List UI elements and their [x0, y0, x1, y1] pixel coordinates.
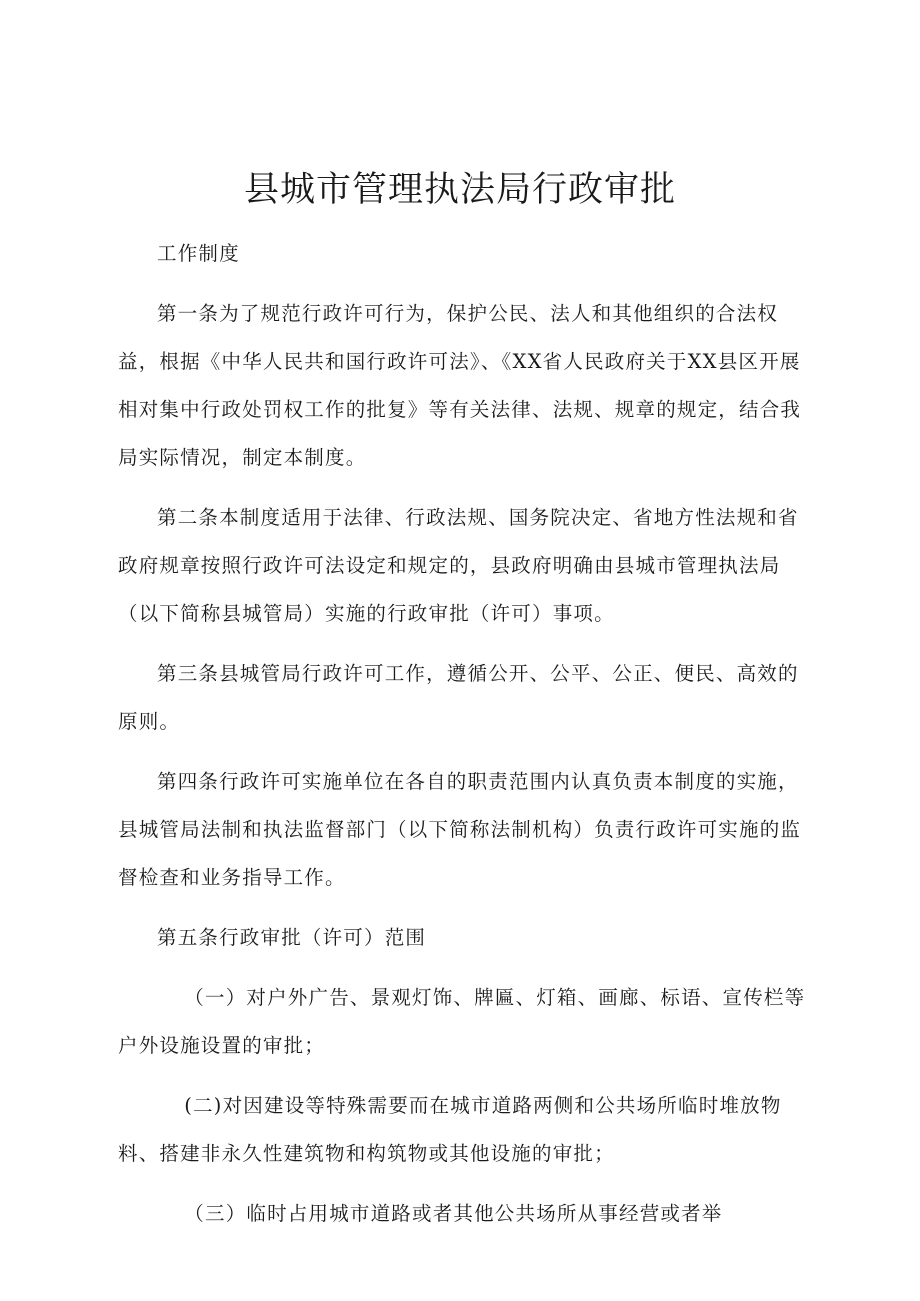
paragraph-item-1: （一）对户外广告、景观灯饰、牌匾、灯箱、画廊、标语、宣传栏等户外设施设置的审批； — [118, 986, 806, 1057]
paragraph-article-3: 第三条县城管局行政许可工作，遵循公开、公平、公正、便民、高效的原则。 — [118, 662, 799, 733]
paragraph-item-2: (二)对因建设等特殊需要而在城市道路两侧和公共场所临时堆放物料、搭建非永久性建筑物和构筑物或其他设施的审批； — [118, 1094, 782, 1165]
paragraph-article-1: 第一条为了规范行政许可行为，保护公民、法人和其他组织的合法权益，根据《中华人民共和国行政许可法》、《XX省人民政府关于XX县区开展相对集中行政处罚权工作的批复》等有关法律、法规、规章的规定，结合我局实际情况，制定本制度。 — [118, 302, 802, 469]
paragraph-article-4: 第四条行政许可实施单位在各自的职责范围内认真负责本制度的实施，县城管局法制和执法监督部门（以下简称法制机构）负责行政许可实施的监督检查和业务指导工作。 — [118, 770, 802, 889]
paragraph-article-5: 第五条行政审批（许可）范围 — [157, 926, 427, 949]
paragraph-item-3: （三）临时占用城市道路或者其他公共场所从事经营或者举 — [184, 1202, 723, 1225]
document-body — [118, 230, 818, 1250]
document-title: 县城市管理执法局行政审批 — [243, 170, 676, 210]
paragraph-subtitle: 工作制度 — [157, 242, 240, 265]
paragraph-article-2: 第二条本制度适用于法律、行政法规、国务院决定、省地方性法规和省政府规章按照行政许可法设定和规定的，县政府明确由县城市管理执法局（以下简称县城管局）实施的行政审批（许可）事项。 — [118, 506, 799, 625]
